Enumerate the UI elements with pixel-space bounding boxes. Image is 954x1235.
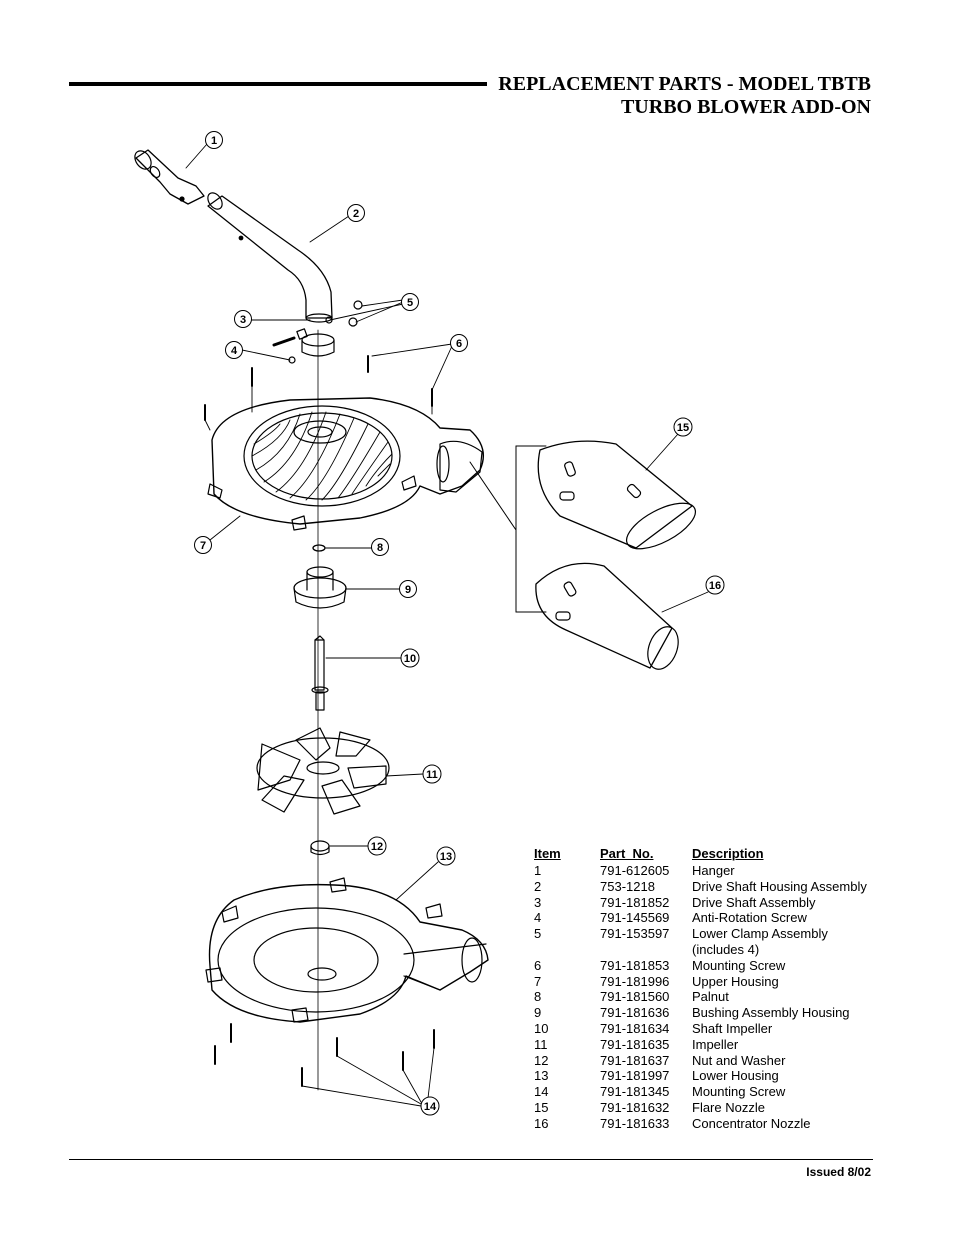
table-row <box>534 1100 882 1116</box>
callout-16-label: 16 <box>708 580 722 592</box>
callout-15 <box>674 418 692 436</box>
row-item: 8 <box>534 989 542 1005</box>
row-item: 1 <box>534 863 542 878</box>
row-part-no: 753-1218 <box>600 878 655 894</box>
row-part-no <box>600 942 692 958</box>
palnut-part <box>313 545 325 551</box>
row-description: (includes 4) <box>692 941 760 957</box>
table-row <box>534 989 882 1005</box>
row-part-no: 791-181632 <box>600 1099 670 1115</box>
callout-9-label: 9 <box>404 584 412 596</box>
callout-3-label: 3 <box>239 314 247 326</box>
row-item: 4 <box>534 910 542 926</box>
row-part-no: 791-181852 <box>600 894 670 910</box>
table-row <box>534 942 882 958</box>
shaft-impeller-part <box>312 636 328 710</box>
row-description: Shaft Impeller <box>692 1020 773 1036</box>
callout-10 <box>401 649 419 667</box>
table-row <box>534 926 882 942</box>
callout-4-label: 4 <box>230 345 238 357</box>
table-row <box>534 910 882 926</box>
header-description: Description <box>692 846 764 861</box>
row-item: 12 <box>534 1052 549 1068</box>
callout-12-label: 12 <box>370 841 384 853</box>
table-row <box>534 863 882 879</box>
callout-8-label: 8 <box>376 542 384 554</box>
row-description: Drive Shaft Housing Assembly <box>692 878 867 894</box>
row-part-no: 791-145569 <box>600 910 670 926</box>
callout-6-label: 6 <box>455 338 463 350</box>
table-row <box>534 1116 882 1132</box>
row-part-no: 791-153597 <box>600 926 670 942</box>
table-row <box>534 958 882 974</box>
nozzle-bracket <box>470 446 546 612</box>
callout-5-label: 5 <box>406 297 414 309</box>
impeller-part <box>257 728 389 814</box>
drive-shaft-housing-part <box>205 190 332 322</box>
row-part-no: 791-181634 <box>600 1020 670 1036</box>
row-item: 14 <box>534 1084 549 1100</box>
callout-1 <box>206 132 223 149</box>
row-description: Lower Clamp Assembly <box>692 926 828 942</box>
row-description: Palnut <box>692 989 729 1005</box>
callout-3 <box>235 311 252 328</box>
row-item: 11 <box>534 1036 548 1052</box>
row-description: Hanger <box>692 863 735 878</box>
table-row <box>534 1084 882 1100</box>
row-item: 10 <box>534 1020 549 1036</box>
row-description: Mounting Screw <box>692 1084 786 1100</box>
row-description: Bushing Assembly Housing <box>692 1005 850 1021</box>
row-item <box>534 942 600 958</box>
row-part-no: 791-181997 <box>600 1068 670 1084</box>
callout-6 <box>451 335 468 352</box>
concentrator-nozzle-part <box>536 563 684 673</box>
row-item: 3 <box>534 894 542 910</box>
row-description: Lower Housing <box>692 1068 779 1084</box>
row-part-no: 791-181636 <box>600 1005 670 1021</box>
callout-2 <box>348 205 365 222</box>
row-item: 2 <box>534 878 542 894</box>
nut-washer-part <box>311 841 329 855</box>
callout-15-label: 15 <box>676 422 690 434</box>
mounting-screws-lower <box>215 1024 434 1086</box>
parts-table-header <box>534 846 882 863</box>
header-item: Item <box>534 846 561 861</box>
callout-13 <box>437 847 455 865</box>
row-part-no: 791-181635 <box>600 1036 670 1052</box>
callout-4 <box>226 342 243 359</box>
callout-14 <box>421 1097 439 1115</box>
callout-12 <box>368 837 386 855</box>
row-description: Upper Housing <box>692 973 779 989</box>
row-part-no: 791-181560 <box>600 989 670 1005</box>
hanger-part <box>132 148 204 204</box>
row-description: Anti-Rotation Screw <box>692 910 807 926</box>
callout-10-label: 10 <box>403 653 417 665</box>
row-part-no: 791-181853 <box>600 957 670 973</box>
callout-14-label: 14 <box>423 1101 437 1113</box>
row-part-no: 791-181637 <box>600 1052 670 1068</box>
issued-date: Issued 8/02 <box>806 1165 871 1179</box>
table-row <box>534 1005 882 1021</box>
title-line-1: REPLACEMENT PARTS - MODEL TBTB <box>498 73 871 95</box>
table-row <box>534 1021 882 1037</box>
row-description: Concentrator Nozzle <box>692 1115 811 1131</box>
row-item: 6 <box>534 957 542 973</box>
callout-7-label: 7 <box>199 540 207 552</box>
row-description: Impeller <box>692 1036 739 1052</box>
lower-housing-part <box>206 878 488 1022</box>
row-part-no: 791-181633 <box>600 1115 670 1131</box>
callout-7 <box>195 537 212 554</box>
header-part-no: Part No. <box>600 846 654 861</box>
parts-table <box>534 846 882 1132</box>
row-part-no: 791-612605 <box>600 863 670 878</box>
callout-9 <box>400 581 417 598</box>
table-row <box>534 1037 882 1053</box>
callout-13-label: 13 <box>439 851 453 863</box>
row-part-no: 791-181345 <box>600 1084 670 1100</box>
callout-11 <box>423 765 441 783</box>
callout-11-label: 11 <box>426 769 438 781</box>
callout-5 <box>402 294 419 311</box>
table-row <box>534 1053 882 1069</box>
row-description: Mounting Screw <box>692 957 786 973</box>
callout-2-label: 2 <box>352 208 360 220</box>
table-row <box>534 1068 882 1084</box>
flare-nozzle-part <box>538 441 702 558</box>
table-row <box>534 895 882 911</box>
row-item: 13 <box>534 1068 549 1084</box>
bushing-housing-part <box>294 567 346 608</box>
row-item: 16 <box>534 1115 549 1131</box>
table-row <box>534 879 882 895</box>
row-item: 9 <box>534 1005 542 1021</box>
row-item: 15 <box>534 1099 549 1115</box>
table-row <box>534 974 882 990</box>
mounting-screws-upper <box>205 356 432 420</box>
row-item: 7 <box>534 973 542 989</box>
callout-1-label: 1 <box>210 135 218 147</box>
row-description: Drive Shaft Assembly <box>692 894 816 910</box>
callout-16 <box>706 576 724 594</box>
title-line-2: TURBO BLOWER ADD-ON <box>620 96 871 118</box>
row-description: Nut and Washer <box>692 1052 786 1068</box>
row-description: Flare Nozzle <box>692 1099 765 1115</box>
row-item: 5 <box>534 926 542 942</box>
footer-rule <box>69 1159 873 1160</box>
upper-housing-part <box>208 398 483 530</box>
row-part-no: 791-181996 <box>600 973 670 989</box>
callout-8 <box>372 539 389 556</box>
